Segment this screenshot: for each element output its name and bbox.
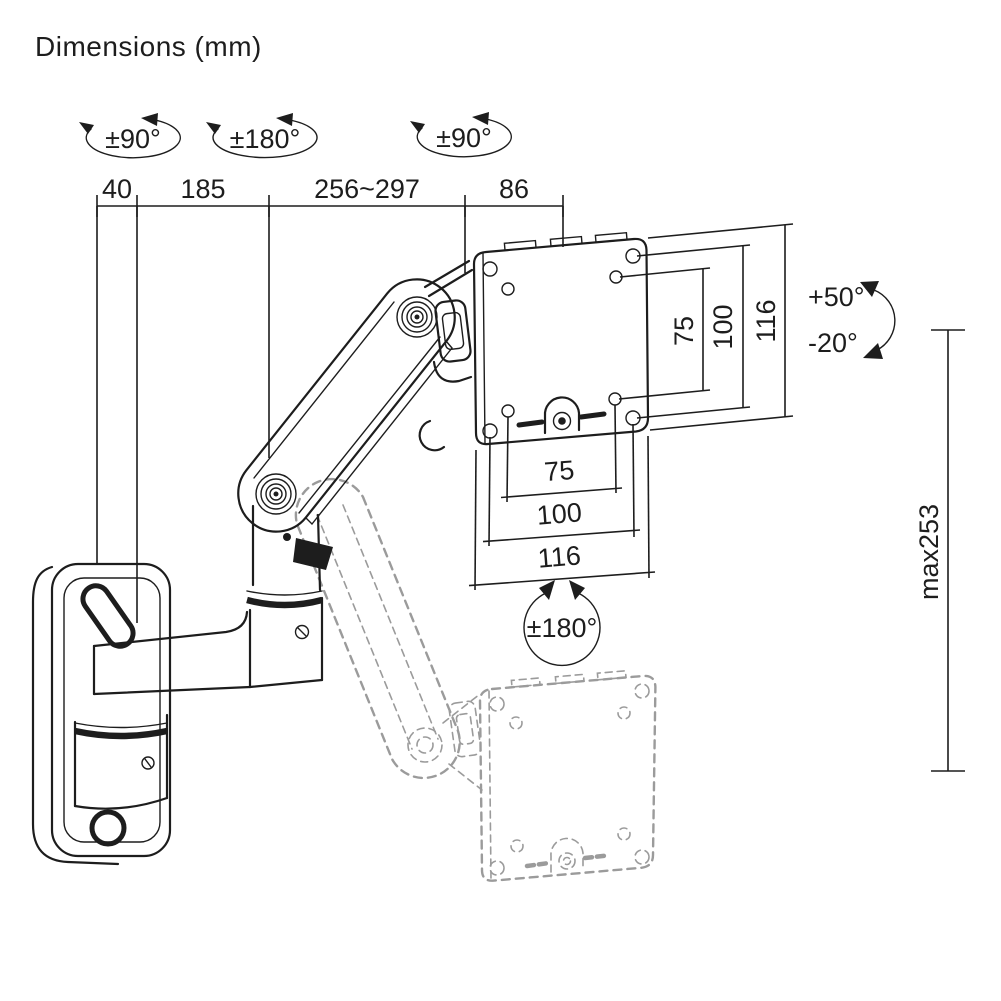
rotation-symbols <box>79 112 511 158</box>
wall-swivel-label: ±90° <box>105 124 161 154</box>
dim-vesa-100-horizontal: 100 <box>535 497 583 531</box>
wall-plate <box>33 564 170 864</box>
lower-spring-cap <box>256 474 296 514</box>
dim-vesa-100-vertical: 100 <box>708 304 738 350</box>
vesa-plate <box>474 233 648 444</box>
wall-swivel-rotation-icon <box>79 113 180 158</box>
dim-head-depth: 86 <box>498 174 530 204</box>
vesa-rotation-label: ±180° <box>526 613 598 643</box>
cable-clip <box>420 421 444 450</box>
height-range-label: max253 <box>914 503 944 601</box>
height-range-annotation <box>914 330 965 771</box>
vesa-hole-100 <box>483 262 497 276</box>
pivot-hub <box>545 397 579 433</box>
mount-hole <box>92 812 124 844</box>
head-swivel-rotation-icon <box>410 112 511 157</box>
tilt-annotation <box>808 281 895 359</box>
dim-plate-116-horizontal: 116 <box>536 540 582 574</box>
elbow-swivel-rotation-icon <box>206 113 317 158</box>
dim-plate-116-vertical: 116 <box>751 299 781 343</box>
vesa-vertical-dimensions <box>619 224 793 430</box>
head-swivel-label: ±90° <box>436 123 492 153</box>
vesa-hole-75 <box>502 405 514 417</box>
dim-first-arm: 185 <box>180 174 226 204</box>
keyhole-slot <box>78 581 138 652</box>
first-arm-and-pivots <box>75 591 322 809</box>
elbow-swivel-label: ±180° <box>229 124 301 154</box>
vesa-rotation-icon <box>524 580 600 665</box>
vesa-hole-75 <box>502 283 514 295</box>
dim-vesa-75-vertical: 75 <box>669 315 699 347</box>
page-title: Dimensions (mm) <box>35 31 262 62</box>
dim-wall-depth: 40 <box>101 174 133 204</box>
upper-spring-cap <box>397 297 437 337</box>
tilt-up-label: +50° <box>808 282 865 312</box>
tilt-down-label: -20° <box>808 328 858 358</box>
gas-spring-arm <box>238 261 472 590</box>
dim-spring-arm-range: 256~297 <box>314 174 420 204</box>
dim-vesa-75-horizontal: 75 <box>543 454 576 488</box>
